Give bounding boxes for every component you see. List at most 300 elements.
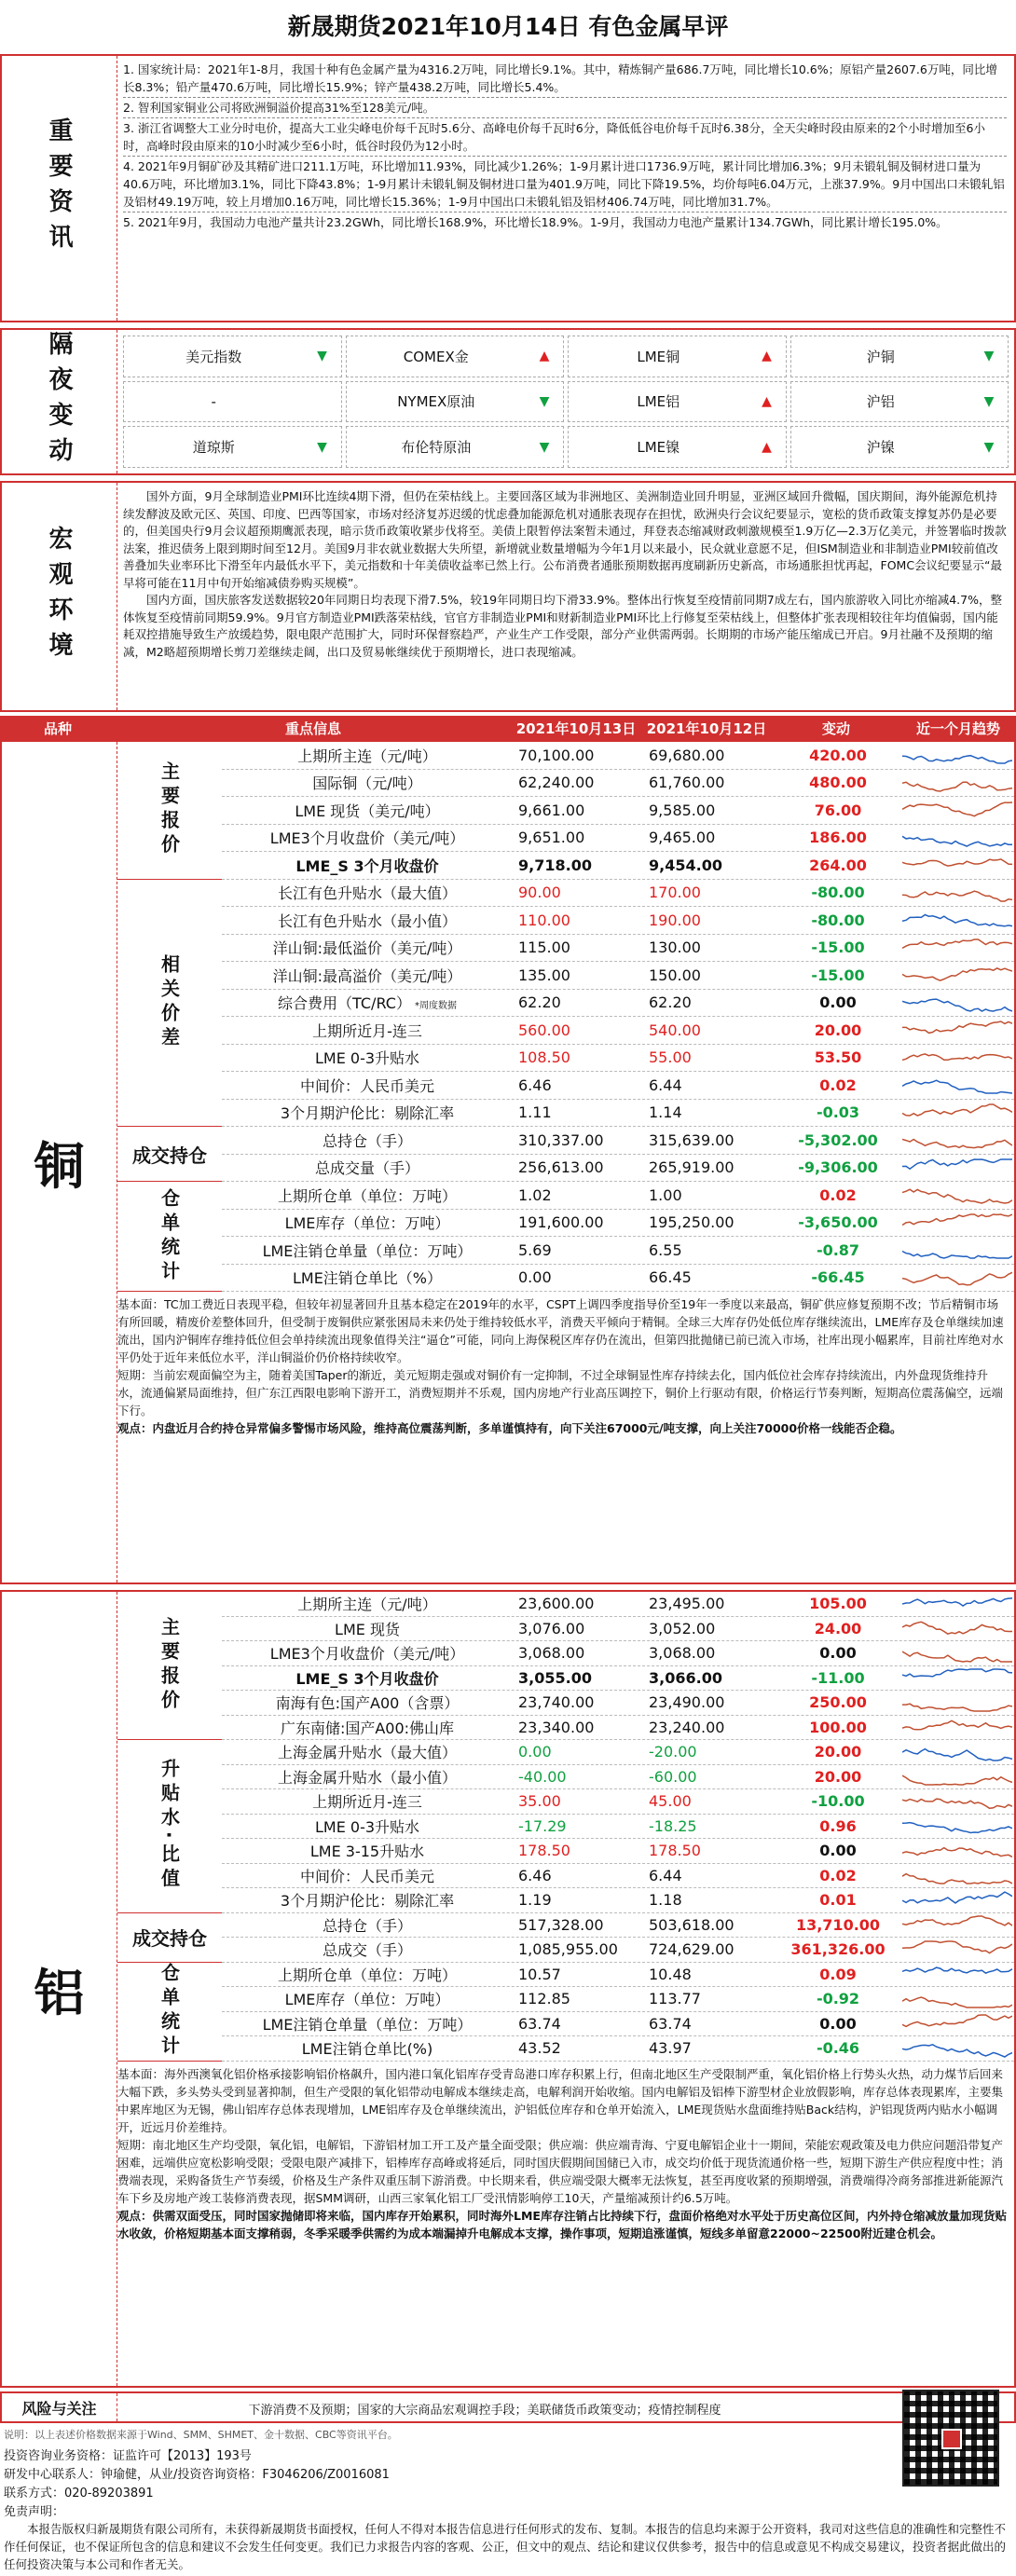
trend-sparkline [902, 1019, 1012, 1041]
value-date1: 135.00 [518, 966, 570, 984]
commentary-paragraph: 短期：南北地区生产均受限，氧化铝，电解铝，下游铝材加工开工及产量全面受限；供应端：供应端青海、宁夏电解铝企业十一期间，荣能宏观政策及电力供应问题沿带复产困难，远端供应宽松影响受限；受限电限产减排下，铝棒库存高峰或将延后，同时国庆假期间国储已入市，成交均价低于现货流通价格一些，短期下游生产供应程度中性；消费端表现，采购备货生产节奏缓，价格及生产条件双重压制下游消费。中长期来看，供应端受限大概率无法恢复，甚至再度收紧的预期增强，消费端得冷商务部推进新能源汽车下乡及房地产竣工装修消费表现，据SMM调研，山西三家氧化铝工厂受汛情影响停工10天，产量缩减预计约6.5万吨。 [117, 2137, 1004, 2205]
value-change: 0.09 [819, 1965, 857, 1983]
value-date1: 256,613.00 [518, 1158, 604, 1177]
value-change: 0.00 [819, 993, 857, 1012]
value-date1: 63.74 [518, 2014, 561, 2033]
header-date2: 2021年10月12日 [646, 719, 767, 737]
value-date2: 55.00 [649, 1048, 692, 1067]
trend-sparkline [902, 1692, 1012, 1714]
value-date1: 108.50 [518, 1048, 570, 1067]
row-label: 广东南储:国产A00:佛山库 [280, 1719, 455, 1737]
header-trend: 近一个月趋势 [915, 719, 1000, 737]
row-label: 上海金属升贴水（最小值） [277, 1768, 457, 1787]
value-change: 0.01 [819, 1891, 857, 1910]
table-row [222, 825, 1014, 853]
value-date2: 178.50 [649, 1842, 701, 1860]
value-change: 13,710.00 [795, 1915, 881, 1934]
value-change: -10.00 [811, 1792, 865, 1811]
table-row [222, 1237, 1014, 1265]
group-label [117, 742, 222, 880]
value-date2: 3,066.00 [649, 1668, 722, 1687]
value-date1: 90.00 [518, 884, 561, 902]
group-label [117, 880, 222, 1128]
value-date1: 3,076.00 [518, 1619, 585, 1637]
commentary-paragraph: 基本面：TC加工费近日表现平稳，但较年初显著回升且基本稳定在2019年的水平，CSPT上调四季度指导价至19年一季度以来最高，铜矿供应修复预期不改；节后精铜市场有所回暖，精废价差整体回升，但受制于废铜供应紧张困局未来仍处于维持较低水平，消费天平倾向于精铜。全球三大库存仍处低位库存继续流出，LME库存及仓单继续加速流出，国内沪铜库存维持低位但会单持续流出现象值得关注“逼仓”可能，同向上海保税区库存仍在流出，但第四批抛储已前已流入市场，社库出现小幅累库，目前社库绝对水平仍处于近年来低位水平，洋山铜溢价仍价格持续收窄。 [117, 1297, 1004, 1364]
table-row [222, 1155, 1014, 1183]
value-change: 20.00 [814, 1021, 862, 1039]
table-header [0, 716, 1016, 740]
table-row [222, 1182, 1014, 1210]
row-label: 总持仓（手） [322, 1131, 412, 1150]
value-change: -15.00 [811, 966, 865, 984]
table-row [222, 1789, 1014, 1815]
table-row [222, 1072, 1014, 1100]
trend-sparkline [902, 964, 1012, 986]
value-date1: 1.11 [518, 1103, 552, 1122]
table-row [222, 1987, 1014, 2012]
value-date2: 66.45 [649, 1268, 692, 1287]
header-change: 变动 [821, 719, 850, 737]
value-date1: 178.50 [518, 1842, 570, 1860]
table-row [222, 1592, 1014, 1617]
value-date1: 9,718.00 [518, 856, 592, 874]
row-label: 上期所近月-连三 [312, 1021, 422, 1040]
aluminium-label: 铝 [2, 1592, 117, 2386]
table-row [222, 1210, 1014, 1238]
overnight-name: 沪铝 [866, 393, 895, 411]
value-change: -9,306.00 [798, 1158, 878, 1177]
table-row [222, 770, 1014, 798]
value-date1: 6.46 [518, 1076, 552, 1094]
table-row [222, 1864, 1014, 1889]
value-change: 420.00 [809, 746, 867, 764]
table-row [222, 1716, 1014, 1741]
up-arrow-icon: ▲ [762, 439, 772, 455]
up-arrow-icon: ▲ [539, 349, 550, 364]
trend-sparkline [902, 1157, 1012, 1179]
row-label: 上期所仓单（单位：万吨） [277, 1966, 457, 1984]
overnight-name: LME铝 [637, 393, 680, 411]
overnight-name: COMEX金 [403, 348, 469, 365]
group-label-text: 成交持仓 [132, 1144, 207, 1167]
value-change: 264.00 [809, 856, 867, 874]
trend-sparkline [902, 1047, 1012, 1069]
macro-domestic: 国内方面，国庆旅客发送数据较20年同期日均表现下滑7.5%，较19年同期日均下滑33.9%。整体出行恢复至疫情前同期7成左右，国内旅游收入同比亦缩减4.7%，整体恢复至疫情前同期59.9%。9月官方制造业PMI跌落荣枯线，官官方非制造业PMI和财新制造业PMI环比上行修复至荣枯线上，但整体扩张表现相较往年均值偏弱，国内能耗双控措施导致生产放缓趋势，限电限产范围扩大，同时环保督察趋严，产业生产工作受限，部分产业供需两弱。长期期的市场产能压缩成已开启。9月社融不及预期的缩减，M2略超预期增长剪刀差继续走阔，出口及贸易帐继续优于预期增长，进口表现缩减。 [123, 593, 1002, 659]
value-date2: 6.55 [649, 1240, 682, 1259]
row-label: LME库存（单位：万吨） [284, 1214, 450, 1233]
value-date2: 195,250.00 [649, 1213, 735, 1232]
trend-sparkline [902, 2037, 1012, 2060]
header-key: 重点信息 [284, 719, 341, 737]
trend-sparkline [902, 992, 1012, 1014]
value-date2: 265,919.00 [649, 1158, 735, 1177]
value-date2: 113.77 [649, 1990, 701, 2008]
table-row [222, 1617, 1014, 1642]
row-label: LME注销仓单比（%） [292, 1269, 443, 1288]
value-change: 53.50 [814, 1048, 862, 1067]
group-label [117, 1182, 222, 1292]
value-date1: 0.00 [518, 1743, 552, 1761]
value-date1: 1.02 [518, 1185, 552, 1204]
table-row [222, 1938, 1014, 1963]
overnight-name: 沪镍 [866, 439, 895, 457]
group-label-text: 升贴水·比值 [158, 1759, 181, 1894]
row-label: LME库存（单位：万吨） [284, 1991, 450, 2009]
value-date1: -40.00 [518, 1767, 567, 1786]
down-arrow-icon: ▼ [983, 349, 995, 364]
overnight-cell [568, 381, 787, 423]
row-label: 总持仓（手） [322, 1916, 412, 1935]
value-date2: 540.00 [649, 1021, 701, 1039]
value-date1: 112.85 [518, 1990, 570, 2008]
value-date1: 1.19 [518, 1891, 552, 1910]
overnight-name: LME镍 [637, 439, 680, 457]
down-arrow-icon: ▼ [317, 349, 327, 364]
row-label: LME_S 3个月收盘价 [295, 1669, 439, 1688]
value-change: 0.02 [819, 1866, 857, 1884]
down-arrow-icon: ▼ [539, 439, 550, 455]
value-date1: 3,055.00 [518, 1668, 592, 1687]
trend-sparkline [902, 1963, 1012, 1985]
risk-text: 下游消费不及预期；国家的大宗商品宏观调控手段；美联储货币政策变动；疫情控制程度 [248, 2404, 721, 2418]
row-label: 总成交（手） [322, 1941, 412, 1960]
overnight-grid [123, 336, 1009, 468]
down-arrow-icon: ▼ [983, 439, 995, 455]
qr-code-icon [902, 2390, 999, 2487]
trend-sparkline [902, 1889, 1012, 1911]
value-date1: 23,600.00 [518, 1595, 595, 1613]
macro-foreign: 国外方面，9月全球制造业PMI环比连续4期下滑，但仍在荣枯线上。主要回落区域为非洲地区、美洲制造业回升明显，亚洲区域回升微幅，国庆期间，海外能源危机持续发酵波及欧元区、英国、印度、巴西等国家，市场对经济复苏迟缓的忧虑叠加能源危机对通胀表现存在担忧，欧洲央行会议纪要显示，宽松的货币政策支撑复苏仍是必要的，但美国央行9月会议超预期鹰派表现，暗示货币政策收紧步伐将至。美债上限暂停法案暂未通过，拜登表态缩减财政刺激规模至1.9万亿—2.3万亿美元，并签署临时拨款法案，推迟债务上限到期时间至12月。美国9月非农就业数据大失所望，新增就业数量增幅为今年1月以来最小，民众就业意愿不足，但ISM制造业和非制造业PMI较前值改善叠加失业率环比下滑至年内最低水平下，美元指数和十年美债收益率已然上行。公布消费者通胀预期数据再度刷新历史新高，市场通胀担忧再起，FOMC会议纪要显示“最早将可能在11月中旬开始缩减债券购买规模”。 [123, 489, 1007, 590]
footer-cert: 投资咨询业务资格：证监许可【2013】193号 [4, 2449, 252, 2463]
table-row [222, 1963, 1014, 1988]
trend-sparkline [902, 1267, 1012, 1289]
table-row [222, 907, 1014, 935]
value-date2: 724,629.00 [649, 1940, 735, 1959]
value-change: 0.96 [819, 1816, 857, 1835]
row-label: 综合费用（TC/RC） [278, 994, 411, 1013]
value-date1: 0.00 [518, 1268, 552, 1287]
row-label: LME3个月收盘价（美元/吨） [269, 829, 465, 848]
value-date1: 35.00 [518, 1792, 561, 1811]
row-label: 上期所主连（元/吨） [297, 1596, 437, 1614]
risk-heading: 风险与关注 [21, 2399, 97, 2418]
value-date1: 9,651.00 [518, 829, 585, 847]
trend-sparkline [902, 1212, 1012, 1234]
value-change: 105.00 [809, 1595, 867, 1613]
table-row [222, 2036, 1014, 2062]
value-date2: 45.00 [649, 1792, 692, 1811]
trend-sparkline [902, 1741, 1012, 1763]
overnight-cell [346, 426, 565, 468]
down-arrow-icon: ▼ [317, 439, 327, 455]
overnight-cell [123, 336, 342, 377]
value-date2: 23,490.00 [649, 1693, 725, 1712]
table-row [222, 1765, 1014, 1790]
value-date2: 9,454.00 [649, 856, 722, 874]
table-row [222, 1740, 1014, 1765]
table-row [222, 1127, 1014, 1155]
value-change: 0.00 [819, 1842, 857, 1860]
table-row [222, 852, 1014, 880]
row-label: 3个月期沪伦比：剔除汇率 [280, 1104, 455, 1123]
value-date2: 1.00 [649, 1185, 682, 1204]
row-label: 南海有色:国产A00（含票） [275, 1694, 460, 1713]
value-date2: 6.44 [649, 1866, 682, 1884]
group-label-text: 主要报价 [158, 1617, 181, 1714]
value-change: 361,326.00 [790, 1940, 886, 1959]
table-row [222, 1045, 1014, 1073]
table-row [222, 1888, 1014, 1913]
value-date2: 62.20 [649, 993, 692, 1012]
overnight-name: LME铜 [637, 348, 680, 365]
trend-sparkline [902, 1102, 1012, 1124]
overnight-name: 道琼斯 [192, 439, 235, 457]
page-title: 新晟期货2021年10月14日 有色金属早评 [287, 13, 729, 40]
footer-note: 说明：以上表述价格数据来源于Wind、SMM、SHMET、金十数据、CBC等资讯平台。 [4, 2429, 398, 2441]
value-date1: 43.52 [518, 2039, 561, 2058]
value-date2: -60.00 [649, 1767, 697, 1786]
overnight-heading: 隔夜变动 [45, 331, 73, 473]
down-arrow-icon: ▼ [983, 393, 995, 409]
row-label: LME 0-3升贴水 [314, 1817, 420, 1836]
value-date1: -17.29 [518, 1816, 567, 1835]
value-date2: 1.18 [649, 1891, 682, 1910]
value-change: 24.00 [814, 1619, 862, 1637]
value-date2: 43.97 [649, 2039, 692, 2058]
trend-sparkline [902, 1716, 1012, 1738]
value-change: -15.00 [811, 939, 865, 957]
value-date1: 23,340.00 [518, 1718, 595, 1736]
value-date2: 170.00 [649, 884, 701, 902]
footer [0, 2425, 1016, 2576]
row-label: LME 现货 [335, 1620, 400, 1638]
value-change: 250.00 [809, 1693, 867, 1712]
trend-sparkline [902, 2012, 1012, 2035]
value-date2: 190.00 [649, 911, 701, 929]
value-change: -0.87 [816, 1240, 860, 1259]
overnight-cell [123, 426, 342, 468]
overnight-name: 美元指数 [185, 348, 242, 365]
overnight-name: NYMEX原油 [397, 393, 475, 411]
value-date2: 130.00 [649, 939, 701, 957]
row-label: 上期所仓单（单位：万吨） [277, 1186, 457, 1205]
value-change: -0.92 [816, 1990, 860, 2008]
trend-sparkline [902, 1864, 1012, 1886]
row-label: LME3个月收盘价（美元/吨） [269, 1645, 465, 1664]
commentary-paragraph: 短期：当前宏观面偏空为主，随着美国Taper的渐近，美元短期走强或对铜价有一定抑制，不过全球铜显性库存持续去化，国内低位社会库存持续流出，内外盘现货维持升水，流通偏紧局面维持，但广东江西限电影响下游开工，消费短期并不乐观，国内房地产行业高压调控下，铜价上行驱动有限，价格运行节奏判断，短期高位震荡偏空，远端下行。 [117, 1368, 1004, 1418]
value-change: -80.00 [811, 911, 865, 929]
trend-sparkline [902, 1790, 1012, 1813]
group-label [117, 1127, 222, 1182]
value-date1: 6.46 [518, 1866, 552, 1884]
row-label: 中间价：人民币美元 [299, 1076, 434, 1095]
group-label [117, 1963, 222, 2062]
overnight-cell [790, 381, 1009, 423]
value-change: -0.03 [816, 1103, 860, 1122]
value-change: -66.45 [811, 1268, 865, 1287]
macro-heading: 宏观环境 [45, 526, 73, 667]
overnight-cell [346, 336, 565, 377]
disclaimer-text: 本报告版权归新晟期货有限公司所有，未获得新晟期货书面授权，任何人不得对本报告信息进行任何形式的发布、复制。本报告的信息均来源于公开资料，我司对这些信息的准确性和完整性不作任何保证，也不保证所包含的信息和建议不会发生任何变更。我们已力求报告内容的客观、公正，但文中的观点、结论和建议仅供参考，报告中的信息或意见不构成交易建议，投资者据此做出的任何投资决策与本公司和作者无关。 [4, 2522, 1007, 2571]
table-row [222, 990, 1014, 1018]
overnight-cell [346, 381, 565, 423]
group-label [117, 1592, 222, 1740]
overnight-cell [568, 336, 787, 377]
trend-sparkline [902, 1617, 1012, 1639]
news-item: 5. 2021年9月，我国动力电池产量共计23.2GWh，同比增长168.9%，环比增长18.9%。1-9月，我国动力电池产量累计134.7GWh，同比累计增长195.0%。 [123, 215, 948, 229]
disclaimer-title: 免责声明： [4, 2505, 65, 2519]
table-row [222, 1017, 1014, 1045]
up-arrow-icon: ▲ [762, 349, 772, 364]
row-label: 国际铜（元/吨） [312, 774, 422, 793]
trend-sparkline [902, 1666, 1012, 1689]
value-date1: 62.20 [518, 993, 561, 1012]
value-date1: 5.69 [518, 1240, 552, 1259]
news-list [123, 60, 1007, 232]
row-label: LME 0-3升贴水 [314, 1049, 420, 1068]
table-row [222, 2012, 1014, 2037]
value-change: 186.00 [809, 829, 867, 847]
value-change: 20.00 [814, 1743, 862, 1761]
down-arrow-icon: ▼ [539, 393, 550, 409]
macro-section [0, 481, 1016, 712]
value-date2: 3,052.00 [649, 1619, 716, 1637]
commentary [117, 1295, 1009, 1437]
row-label: LME_S 3个月收盘价 [295, 856, 439, 875]
value-date1: 9,661.00 [518, 801, 585, 819]
value-date2: 9,465.00 [649, 829, 716, 847]
value-change: -0.46 [816, 2039, 860, 2058]
trend-sparkline [902, 1184, 1012, 1206]
header-date1: 2021年10月13日 [515, 719, 637, 737]
row-label: LME 现货（美元/吨） [295, 802, 440, 820]
value-date2: 69,680.00 [649, 746, 725, 764]
value-change: 100.00 [809, 1718, 867, 1736]
row-note: *周度数据 [414, 1001, 457, 1012]
news-item: 3. 浙江省调整大工业分时电价，提高大工业尖峰电价每千瓦时5.6分、高峰电价每千瓦时6分，降低低谷电价每千瓦时6.38分，全天尖峰时段由原来的2个小时增加至6小时，高峰时段由原来的10小时减少至6小时，低谷时段仍为12小时。 [123, 118, 1007, 157]
value-date1: 62,240.00 [518, 774, 595, 792]
trend-sparkline [902, 1074, 1012, 1096]
value-date1: 560.00 [518, 1021, 570, 1039]
value-date1: 110.00 [518, 911, 570, 929]
copper-block [0, 740, 1016, 1584]
value-date2: 61,760.00 [649, 774, 725, 792]
value-change: 0.00 [819, 1644, 857, 1663]
trend-sparkline [902, 1913, 1012, 1936]
value-date1: 10.57 [518, 1965, 561, 1983]
group-label-text: 仓单统计 [158, 1187, 181, 1285]
value-date2: 23,240.00 [649, 1718, 725, 1736]
table-row [222, 1839, 1014, 1864]
table-row [222, 880, 1014, 908]
row-label: 总成交量（手） [314, 1159, 419, 1178]
row-label: 上期所主连（元/吨） [297, 747, 437, 765]
overnight-name: 布伦特原油 [401, 439, 472, 457]
table-row [222, 1265, 1014, 1293]
overnight-name: 沪铜 [866, 348, 895, 365]
commentary-paragraph: 观点：内盘近月合约持仓异常偏多警惕市场风险，维持高位震荡判断，多单谨慎持有，向下关注67000元/吨支撑，向上关注70000价格一线能否企稳。 [117, 1421, 902, 1435]
footer-analyst: 研发中心联系人：钟瑜健，从业/投资咨询资格：F3046206/Z0016081 [4, 2468, 390, 2482]
trend-sparkline [902, 1939, 1012, 1961]
value-date1: 1,085,955.00 [518, 1940, 618, 1959]
row-label: 上海金属升贴水（最大值） [277, 1744, 457, 1762]
overnight-section [0, 328, 1016, 475]
news-item: 4. 2021年9月铜矿砂及其精矿进口211.1万吨，环比增加11.93%，同比减少1.26%；1-9月累计进口1736.9万吨，累计同比增加6.3%；9月未锻轧铜及铜材进口量为40.6万吨，环比增加3.1%，同比下降43.8%；1-9月累计未锻轧铜及铜材进口量为401.9万吨，同比下降19.5%，均价每吨6.04万元，上涨37.9%。9月中国出口未锻轧铝及铝材49.19万吨，较上月增加0.16万吨，同比增长15.36%；1-9月中国出口未锻轧铝及铝材406.74万吨，同比增加31.7%。 [123, 157, 1007, 212]
value-date1: 191,600.00 [518, 1213, 604, 1232]
trend-sparkline [902, 772, 1012, 794]
value-date1: 517,328.00 [518, 1915, 604, 1934]
value-date2: -18.25 [649, 1816, 697, 1835]
value-date2: 3,068.00 [649, 1644, 716, 1663]
row-label: 3个月期沪伦比：剔除汇率 [280, 1892, 455, 1911]
group-label [117, 1740, 222, 1913]
value-date2: 23,495.00 [649, 1595, 725, 1613]
table-row [222, 742, 1014, 770]
row-label: LME注销仓单量（单位：万吨） [262, 2015, 473, 2034]
trend-sparkline [902, 827, 1012, 849]
table-row [222, 1913, 1014, 1939]
value-date1: 70,100.00 [518, 746, 595, 764]
copper-label: 铜 [2, 742, 117, 1583]
value-change: 0.02 [819, 1076, 857, 1094]
value-date2: 503,618.00 [649, 1915, 735, 1934]
value-date1: 23,740.00 [518, 1693, 595, 1712]
group-label-text: 主要报价 [158, 761, 181, 859]
trend-sparkline [902, 909, 1012, 931]
value-date2: 63.74 [649, 2014, 692, 2033]
value-date2: 9,585.00 [649, 801, 716, 819]
up-arrow-icon: ▲ [762, 393, 772, 409]
row-label: 长江有色升贴水（最小值） [277, 911, 457, 930]
value-date2: 315,639.00 [649, 1130, 735, 1149]
risk-section [0, 2391, 1016, 2423]
aluminium-block [0, 1590, 1016, 2388]
table-row [222, 1815, 1014, 1840]
value-date1: 115.00 [518, 939, 570, 957]
table-row [222, 962, 1014, 990]
value-date1: 310,337.00 [518, 1130, 604, 1149]
row-label: 洋山铜:最低溢价（美元/吨） [272, 939, 462, 958]
overnight-cell [568, 426, 787, 468]
value-change: 0.02 [819, 1185, 857, 1204]
footer-phone: 联系方式：020-89203891 [4, 2487, 154, 2501]
value-change: 0.00 [819, 2014, 857, 2033]
value-date2: 6.44 [649, 1076, 682, 1094]
group-label-text: 相关价差 [158, 953, 181, 1051]
trend-sparkline [902, 882, 1012, 904]
table-row [222, 1691, 1014, 1716]
commentary [117, 2065, 1009, 2242]
trend-sparkline [902, 1129, 1012, 1151]
group-label [117, 1913, 222, 1963]
table-row [222, 1100, 1014, 1128]
row-label: 上期所近月-连三 [312, 1793, 422, 1812]
value-date1: 3,068.00 [518, 1644, 585, 1663]
trend-sparkline [902, 1815, 1012, 1837]
row-label: 洋山铜:最高溢价（美元/吨） [272, 966, 462, 985]
news-heading: 重要资讯 [45, 117, 73, 259]
table-row [222, 797, 1014, 825]
table-row [222, 1666, 1014, 1692]
value-change: 20.00 [814, 1767, 862, 1786]
row-label: LME注销仓单量（单位：万吨） [262, 1241, 473, 1260]
overnight-cell [790, 426, 1009, 468]
value-date2: -20.00 [649, 1743, 697, 1761]
commentary-paragraph: 观点：供需双面受压，同时国家抛储即将来临，国内库存开始累积，同时海外LME库存注销占比持续下行，盘面价格绝对水平处于历史高位区间，内外持仓缩减放量加现货贴水收敛，价格短期基本面支撑稍弱，冬季采暖季供需约为成本端漏掉升电解成本支撑，操作事项，短期追涨谨慎，短线多单留意22000~22500附近建仓机会。 [117, 2208, 1007, 2240]
row-label: 长江有色升贴水（最大值） [277, 884, 457, 903]
row-label: LME 3-15升贴水 [309, 1843, 425, 1861]
value-change: -3,650.00 [798, 1213, 878, 1232]
